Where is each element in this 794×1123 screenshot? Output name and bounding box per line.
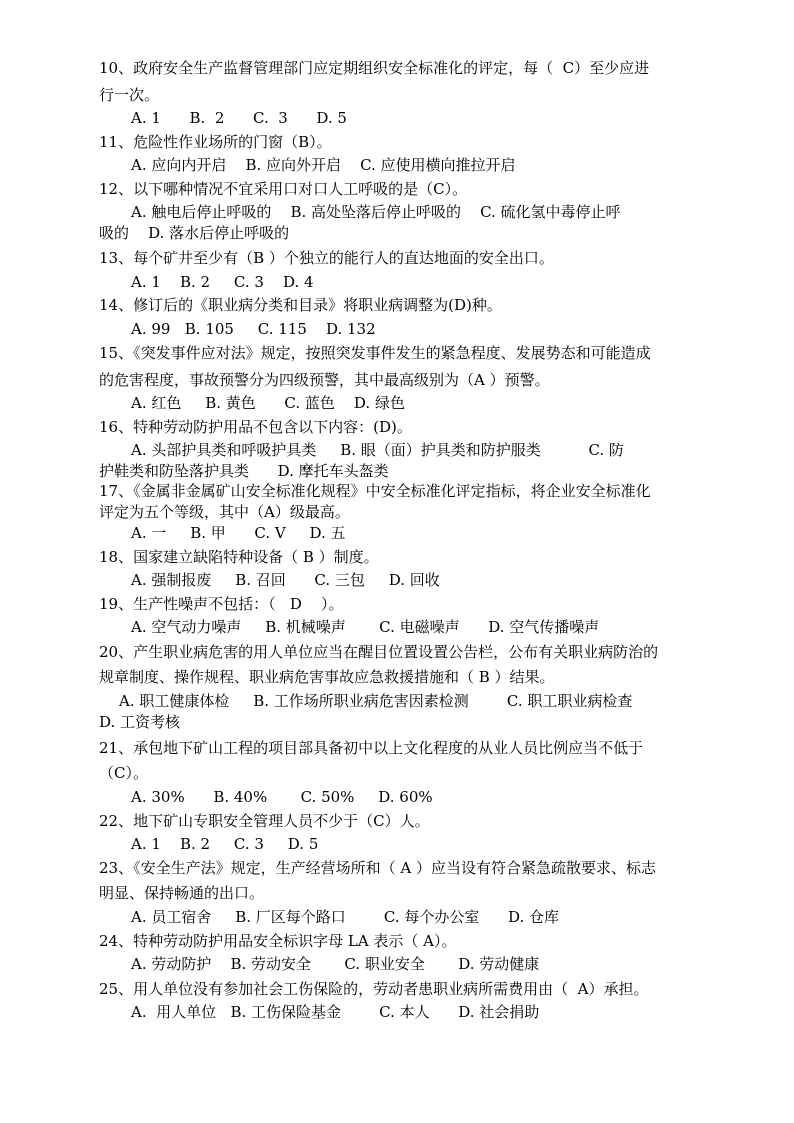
question-20-options-line-1: A. 职工健康体检 B. 工作场所职业病危害因素检测 C. 职工职业病检查 bbox=[119, 692, 633, 710]
question-20-options-line-2: D. 工资考核 bbox=[99, 713, 181, 731]
question-10-line-2: 行一次。 bbox=[99, 86, 160, 104]
question-16-options-line-2: 护鞋类和防坠落护具类 D. 摩托车头盔类 bbox=[99, 462, 389, 480]
question-23-options: A. 员工宿舍 B. 厂区每个路口 C. 每个办公室 D. 仓库 bbox=[131, 908, 560, 926]
question-25-options: A. 用人单位 B. 工伤保险基金 C. 本人 D. 社会捐助 bbox=[131, 1003, 540, 1021]
question-12-line-1: 12、以下哪种情况不宜采用口对口人工呼吸的是（C）。 bbox=[99, 180, 468, 198]
question-17-line-2: 评定为五个等级，其中（A）级最高。 bbox=[99, 503, 350, 521]
question-19-line-1: 19、生产性噪声不包括：（ D ）。 bbox=[99, 595, 344, 613]
question-23-line-2: 明显、保持畅通的出口。 bbox=[99, 884, 265, 902]
question-25-line-1: 25、用人单位没有参加社会工伤保险的，劳动者患职业病所需费用由（ A）承担。 bbox=[99, 980, 649, 998]
question-15-line-1: 15、《突发事件应对法》规定，按照突发事件发生的紧急程度、发展势态和可能造成 bbox=[99, 344, 651, 362]
question-20-line-2: 规章制度、操作规程、职业病危害事故应急救援措施和（ B ）结果。 bbox=[99, 668, 555, 686]
question-14-options: A. 99 B. 105 C. 115 D. 132 bbox=[131, 320, 376, 338]
question-16-line-1: 16、特种劳动防护用品不包含以下内容：(D)。 bbox=[99, 418, 412, 436]
question-19-options: A. 空气动力噪声 B. 机械噪声 C. 电磁噪声 D. 空气传播噪声 bbox=[131, 618, 600, 636]
question-16-options-line-1: A. 头部护具类和呼吸护具类 B. 眼（面）护具类和防护服类 C. 防 bbox=[131, 441, 624, 459]
question-18-line-1: 18、国家建立缺陷特种设备（ B ）制度。 bbox=[99, 548, 379, 566]
question-23-line-1: 23、《安全生产法》规定，生产经营场所和（ A ）应当设有符合紧急疏散要求、标志 bbox=[99, 859, 656, 877]
question-21-options: A. 30% B. 40% C. 50% D. 60% bbox=[131, 788, 433, 806]
question-24-line-1: 24、特种劳动防护用品安全标识字母 LA 表示（ A）。 bbox=[99, 932, 457, 950]
question-22-options: A. 1 B. 2 C. 3 D. 5 bbox=[131, 835, 319, 853]
question-12-options-line-2: 吸的 D. 落水后停止呼吸的 bbox=[99, 224, 290, 242]
question-13-line-1: 13、每个矿井至少有（B ）个独立的能行人的直达地面的安全出口。 bbox=[99, 249, 554, 267]
question-11-options: A. 应向内开启 B. 应向外开启 C. 应使用横向推拉开启 bbox=[131, 156, 516, 174]
question-18-options: A. 强制报废 B. 召回 C. 三包 D. 回收 bbox=[131, 571, 440, 589]
question-24-options: A. 劳动防护 B. 劳动安全 C. 职业安全 D. 劳动健康 bbox=[131, 955, 540, 973]
question-17-line-1: 17、《金属非金属矿山安全标准化规程》中安全标准化评定指标，将企业安全标准化 bbox=[99, 482, 651, 500]
question-14-line-1: 14、修订后的《职业病分类和目录》将职业病调整为(D)种。 bbox=[99, 296, 502, 314]
question-17-options: A. 一 B. 甲 C. V D. 五 bbox=[131, 524, 346, 542]
question-10-line-1: 10、政府安全生产监督管理部门应定期组织安全标准化的评定，每（ C）至少应进 bbox=[99, 59, 650, 77]
question-10-options: A. 1 B. 2 C. 3 D. 5 bbox=[131, 109, 347, 127]
question-11-line-1: 11、危险性作业场所的门窗（B）。 bbox=[99, 133, 332, 151]
question-21-line-1: 21、承包地下矿山工程的项目部具备初中以上文化程度的从业人员比例应当不低于 bbox=[99, 739, 644, 757]
question-20-line-1: 20、产生职业病危害的用人单位应当在醒目位置设置公告栏，公布有关职业病防治的 bbox=[99, 643, 659, 661]
question-21-line-2: （C）。 bbox=[99, 764, 148, 782]
question-22-line-1: 22、地下矿山专职安全管理人员不少于（C）人。 bbox=[99, 812, 430, 830]
question-13-options: A. 1 B. 2 C. 3 D. 4 bbox=[131, 273, 314, 291]
question-12-options-line-1: A. 触电后停止呼吸的 B. 高处坠落后停止呼吸的 C. 硫化氢中毒停止呼 bbox=[131, 203, 621, 221]
question-15-line-2: 的危害程度，事故预警分为四级预警，其中最高级别为（A ）预警。 bbox=[99, 371, 550, 389]
question-15-options: A. 红色 B. 黄色 C. 蓝色 D. 绿色 bbox=[131, 394, 405, 412]
